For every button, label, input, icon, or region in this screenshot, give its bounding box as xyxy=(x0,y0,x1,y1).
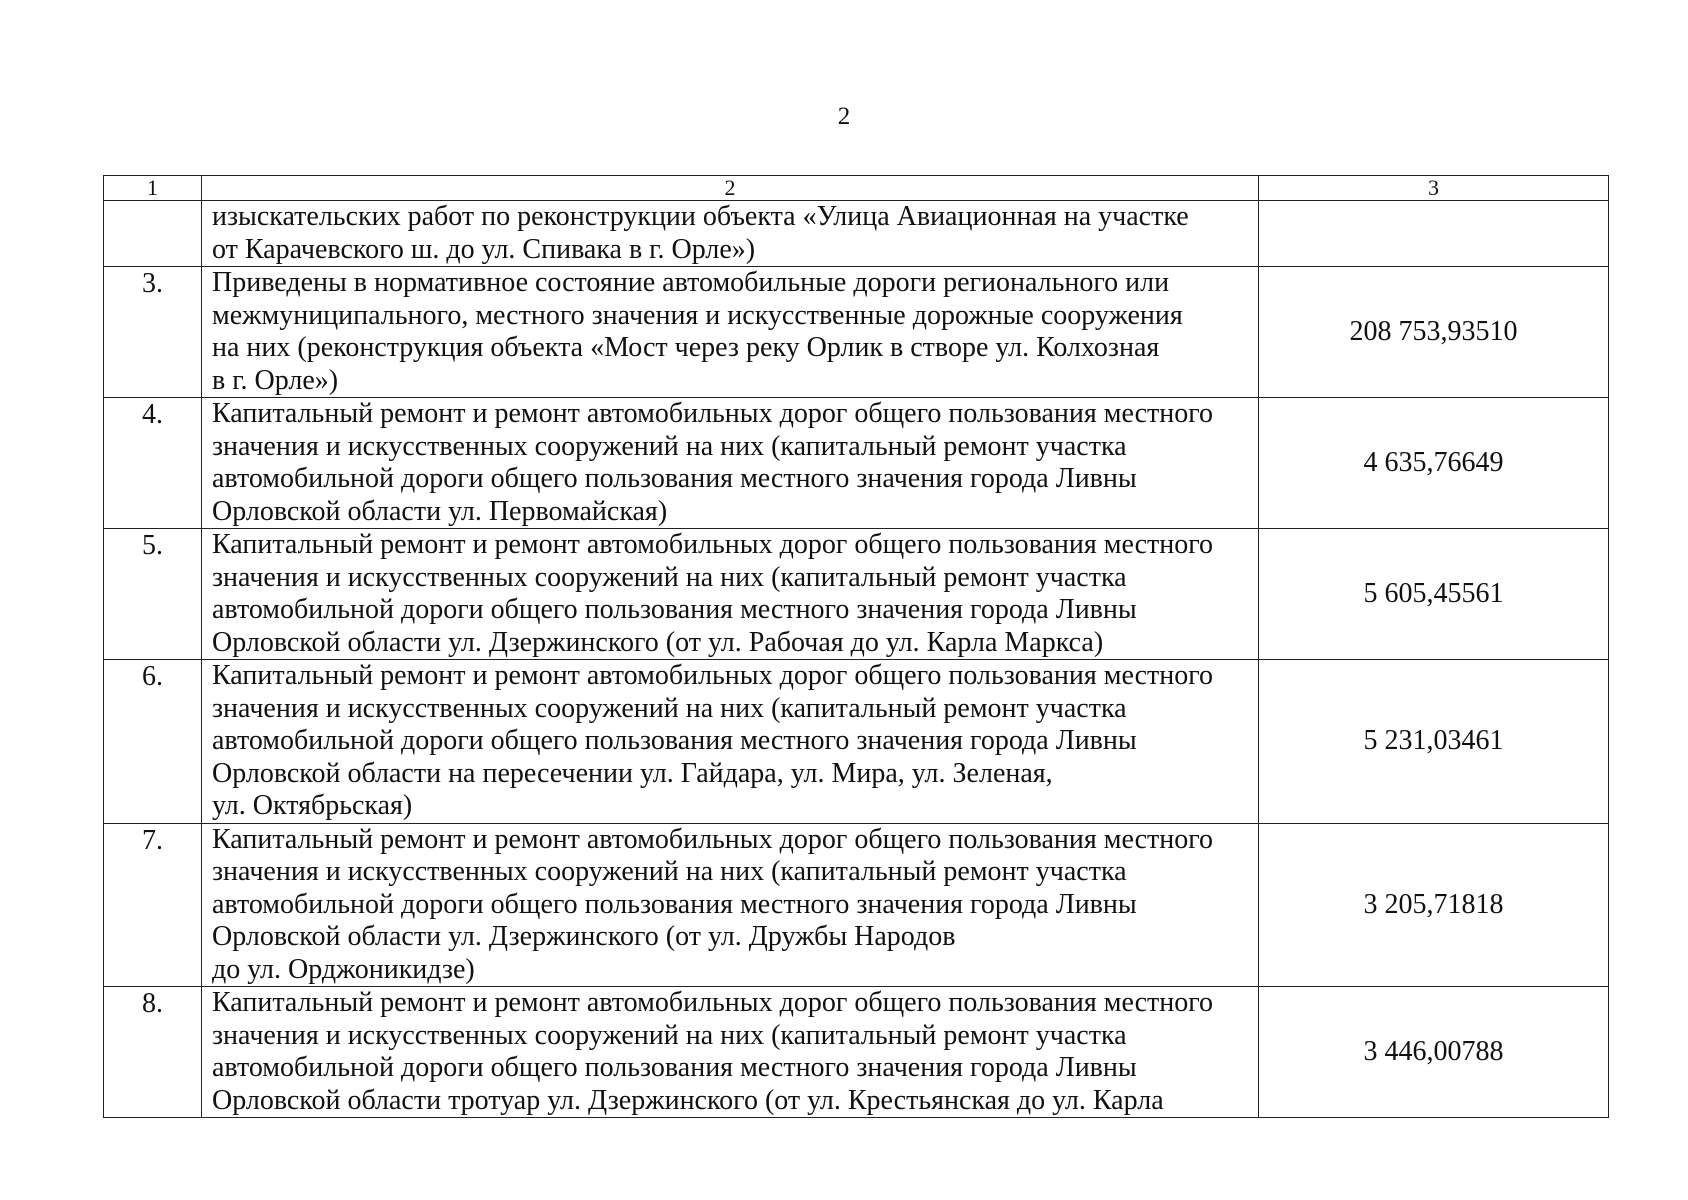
row-number: 3. xyxy=(104,267,202,398)
row-amount: 5 605,45561 xyxy=(1259,529,1609,660)
row-amount xyxy=(1259,201,1609,267)
row-description: Капитальный ремонт и ремонт автомобильных дорог общего пользования местного значения и искусственных сооружений на них (капитальный ремонт участка автомобильной дороги общего пользования местного значения города Ливны Орловской области ул. Дзержинского (от ул. Дружбы Народов до ул. Орджоникидзе) xyxy=(202,823,1259,987)
row-amount: 4 635,76649 xyxy=(1259,398,1609,529)
row-number: 6. xyxy=(104,660,202,824)
table-row xyxy=(104,267,1609,398)
table-row xyxy=(104,398,1609,529)
table-header-row xyxy=(104,176,1609,201)
row-amount: 5 231,03461 xyxy=(1259,660,1609,824)
row-description: Капитальный ремонт и ремонт автомобильных дорог общего пользования местного значения и искусственных сооружений на них (капитальный ремонт участка автомобильной дороги общего пользования местного значения города Ливны Орловской области на пересечении ул. Гайдара, ул. Мира, ул. Зеленая, ул. Октябрьская) xyxy=(202,660,1259,824)
row-number xyxy=(104,201,202,267)
row-description: Капитальный ремонт и ремонт автомобильных дорог общего пользования местного значения и искусственных сооружений на них (капитальный ремонт участка автомобильной дороги общего пользования местного значения города Ливны Орловской области ул. Первомайская) xyxy=(202,398,1259,529)
document-table xyxy=(103,175,1609,1118)
row-number: 5. xyxy=(104,529,202,660)
row-number: 7. xyxy=(104,823,202,987)
column-header-2: 2 xyxy=(202,176,1259,201)
table-row xyxy=(104,529,1609,660)
row-amount: 3 446,00788 xyxy=(1259,987,1609,1118)
row-description: Приведены в нормативное состояние автомобильные дороги регионального или межмуниципального, местного значения и искусственные дорожные сооружения на них (реконструкция объекта «Мост через реку Орлик в створе ул. Колхозная в г. Орле») xyxy=(202,267,1259,398)
page-number: 2 xyxy=(837,103,851,130)
row-number: 4. xyxy=(104,398,202,529)
table-row xyxy=(104,823,1609,987)
column-header-3: 3 xyxy=(1259,176,1609,201)
table-row xyxy=(104,987,1609,1118)
row-description: Капитальный ремонт и ремонт автомобильных дорог общего пользования местного значения и искусственных сооружений на них (капитальный ремонт участка автомобильной дороги общего пользования местного значения города Ливны Орловской области ул. Дзержинского (от ул. Рабочая до ул. Карла Маркса) xyxy=(202,529,1259,660)
column-header-1: 1 xyxy=(104,176,202,201)
row-description: Капитальный ремонт и ремонт автомобильных дорог общего пользования местного значения и искусственных сооружений на них (капитальный ремонт участка автомобильной дороги общего пользования местного значения города Ливны Орловской области тротуар ул. Дзержинского (от ул. Крестьянская до ул. Карла xyxy=(202,987,1259,1118)
row-number: 8. xyxy=(104,987,202,1118)
table-row xyxy=(104,201,1609,267)
row-amount: 3 205,71818 xyxy=(1259,823,1609,987)
row-amount: 208 753,93510 xyxy=(1259,267,1609,398)
row-description: изыскательских работ по реконструкции объекта «Улица Авиационная на участке от Карачевского ш. до ул. Спивака в г. Орле») xyxy=(202,201,1259,267)
table-row xyxy=(104,660,1609,824)
